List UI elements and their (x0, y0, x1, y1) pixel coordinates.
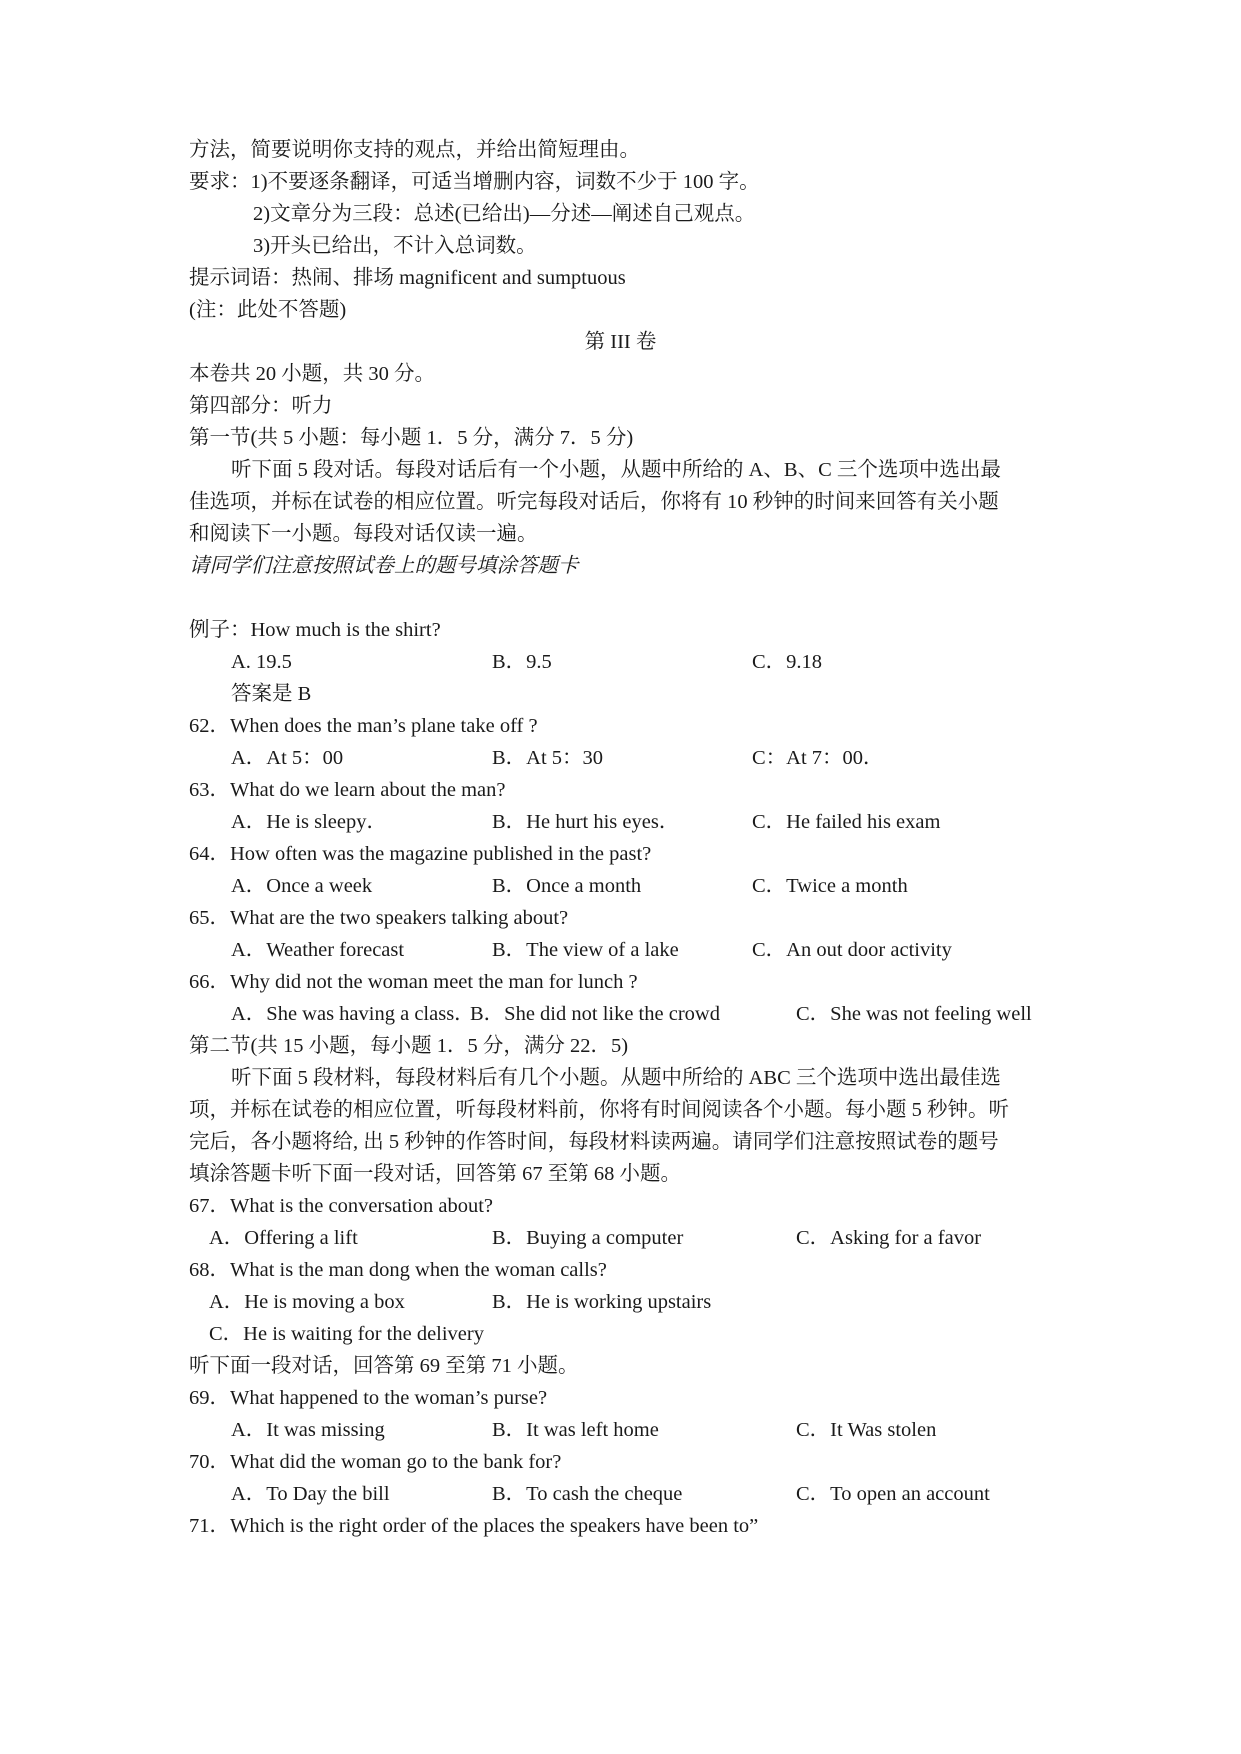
option-c: C．To open an account (796, 1483, 990, 1505)
option-a: A．Weather forecast (231, 939, 405, 961)
option-a: A．At 5：00 (231, 747, 344, 769)
part-heading: 第四部分：听力 (189, 395, 333, 417)
option-c: C．It Was stolen (796, 1419, 937, 1441)
option-c: C．9.18 (752, 651, 823, 673)
option-a: A．It was missing (231, 1419, 385, 1441)
requirement-3: 3)开头已给出，不计入总词数。 (253, 235, 537, 257)
requirement-2: 2)文章分为三段：总述(已给出)—分述—阐述自己观点。 (253, 203, 756, 225)
question-62: 62．When does the man’s plane take off ? (189, 715, 538, 737)
option-b: B．To cash the cheque (492, 1483, 683, 1505)
option-c: C．He failed his exam (752, 811, 941, 833)
sec2-instruction: 填涂答题卡听下面一段对话，回答第 67 至第 68 小题。 (189, 1163, 681, 1185)
option-c: C：At 7：00． (752, 747, 884, 769)
option-b: B．Once a month (492, 875, 642, 897)
option-b: B．The view of a lake (492, 939, 679, 961)
option-b: B．He is working upstairs (492, 1291, 712, 1313)
sec1-reminder: 请同学们注意按照试卷上的题号填涂答题卡 (189, 555, 579, 577)
option-a: A．Once a week (231, 875, 373, 897)
option-c: C．An out door activity (752, 939, 952, 961)
option-a: A．He is sleepy． (231, 811, 388, 833)
question-64: 64．How often was the magazine published in the past? (189, 843, 652, 865)
section-summary: 本卷共 20 小题，共 30 分。 (189, 363, 435, 385)
example-answer: 答案是 B (231, 683, 312, 705)
question-69: 69．What happened to the woman’s purse? (189, 1387, 548, 1409)
sec2-instruction: 完后，各小题将给, 出 5 秒钟的作答时间，每段材料读两遍。请同学们注意按照试卷的题号 (189, 1131, 999, 1153)
option-a: A．To Day the bill (231, 1483, 390, 1505)
option-b: B．Buying a computer (492, 1227, 684, 1249)
option-c: C．Twice a month (752, 875, 908, 897)
question-66: 66．Why did not the woman meet the man for lunch ? (189, 971, 638, 993)
writing-task-line: 方法，简要说明你支持的观点，并给出简短理由。 (189, 139, 640, 161)
question-70: 70．What did the woman go to the bank for? (189, 1451, 562, 1473)
option-a: A. 19.5 (231, 651, 292, 673)
option-a: A．He is moving a box (209, 1291, 405, 1313)
option-b: B．At 5：30 (492, 747, 604, 769)
option-b: B．It was left home (492, 1419, 659, 1441)
sec1-instruction: 和阅读下一小题。每段对话仅读一遍。 (189, 523, 538, 545)
sec1-header: 第一节(共 5 小题：每小题 1．5 分，满分 7．5 分) (189, 427, 634, 449)
note: (注：此处不答题) (189, 299, 347, 321)
sec1-instruction: 佳选项，并标在试卷的相应位置。听完每段对话后，你将有 10 秒钟的时间来回答有关小题 (189, 491, 999, 513)
option-c: C．She was not feeling well (796, 1003, 1032, 1025)
option-c: C．He is waiting for the delivery (209, 1323, 484, 1345)
example-question: 例子：How much is the shirt? (189, 619, 441, 641)
sec2-instruction: 听下面 5 段材料，每段材料后有几个小题。从题中所给的 ABC 三个选项中选出最佳选 (231, 1067, 1001, 1089)
sec1-instruction: 听下面 5 段对话。每段对话后有一个小题，从题中所给的 A、B、C 三个选项中选出最 (231, 459, 1001, 481)
option-b: B．She did not like the crowd (470, 1003, 720, 1025)
option-a: A．She was having a class． (231, 1003, 475, 1025)
sec2-header: 第二节(共 15 小题，每小题 1．5 分，满分 22．5) (189, 1035, 629, 1057)
option-a: A．Offering a lift (209, 1227, 358, 1249)
question-67: 67．What is the conversation about? (189, 1195, 493, 1217)
question-71: 71．Which is the right order of the places the speakers have been to” (189, 1515, 759, 1537)
option-b: B．He hurt his eyes． (492, 811, 680, 833)
hint-words: 提示词语：热闹、排场 magnificent and sumptuous (189, 267, 626, 289)
question-68: 68．What is the man dong when the woman calls? (189, 1259, 607, 1281)
question-63: 63．What do we learn about the man? (189, 779, 506, 801)
requirement-1: 要求：1)不要逐条翻译，可适当增删内容，词数不少于 100 字。 (189, 171, 760, 193)
option-c: C．Asking for a favor (796, 1227, 982, 1249)
option-b: B．9.5 (492, 651, 552, 673)
section-title: 第 III 卷 (584, 331, 657, 353)
dialog-instruction: 听下面一段对话，回答第 69 至第 71 小题。 (189, 1355, 579, 1377)
question-65: 65．What are the two speakers talking about? (189, 907, 569, 929)
sec2-instruction: 项，并标在试卷的相应位置，听每段材料前，你将有时间阅读各个小题。每小题 5 秒钟。听 (189, 1099, 1009, 1121)
